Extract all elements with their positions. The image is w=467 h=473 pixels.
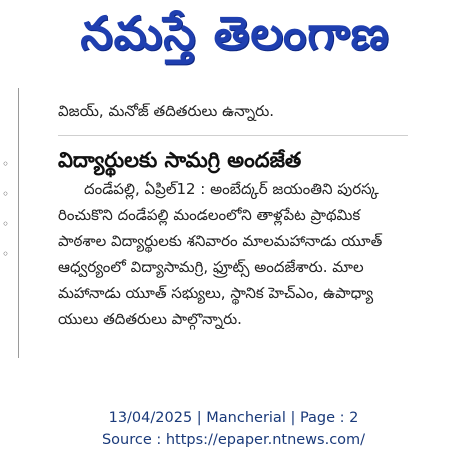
footer-source: Source : https://epaper.ntnews.com/ bbox=[101, 432, 366, 448]
edge-fragment: ◦ bbox=[2, 247, 10, 261]
adjacent-column-edge bbox=[0, 78, 20, 368]
article-body-line: మహానాడు యూత్ సభ్యులు, స్థానిక హెచ్ఎం, ఉపాధ్యా bbox=[58, 284, 374, 302]
column-rule bbox=[18, 88, 19, 358]
edge-fragment: ◦ bbox=[2, 217, 10, 231]
edge-fragment: ◦ bbox=[2, 187, 10, 201]
article-clipping bbox=[0, 78, 467, 368]
article-body-line: ఆధ్వర్యంలో విద్యాసామగ్రి, ఫ్రూట్స్ అందజేశారు. మాల bbox=[58, 258, 364, 276]
article-body-line: దండేపల్లి, ఏప్రిల్12 : అంబేద్కర్ జయంతిని పురస్క bbox=[84, 180, 379, 198]
article-headline: విద్యార్థులకు సామగ్రి అందజేత bbox=[58, 148, 302, 172]
previous-article-line: విజయ్, మనోజ్ తదితరులు ఉన్నారు. bbox=[58, 102, 275, 120]
article-body-line: పాఠశాల విద్యార్థులకు శనివారం మాలమహానాడు యూత్ bbox=[58, 232, 383, 250]
article-divider bbox=[58, 135, 408, 136]
masthead-title: నమస్తే తెలంగాణ bbox=[80, 6, 390, 60]
article-body-line: యులు తదితరులు పాల్గొన్నారు. bbox=[58, 310, 242, 328]
edge-fragment: ◦ bbox=[2, 157, 10, 171]
footer-meta: 13/04/2025 | Mancherial | Page : 2 bbox=[108, 410, 359, 426]
newspaper-masthead bbox=[30, 6, 440, 72]
article-body-line: రించుకొని దండేపల్లి మండలంలోని తాళ్లపేట ప్రాథమిక bbox=[58, 206, 361, 224]
